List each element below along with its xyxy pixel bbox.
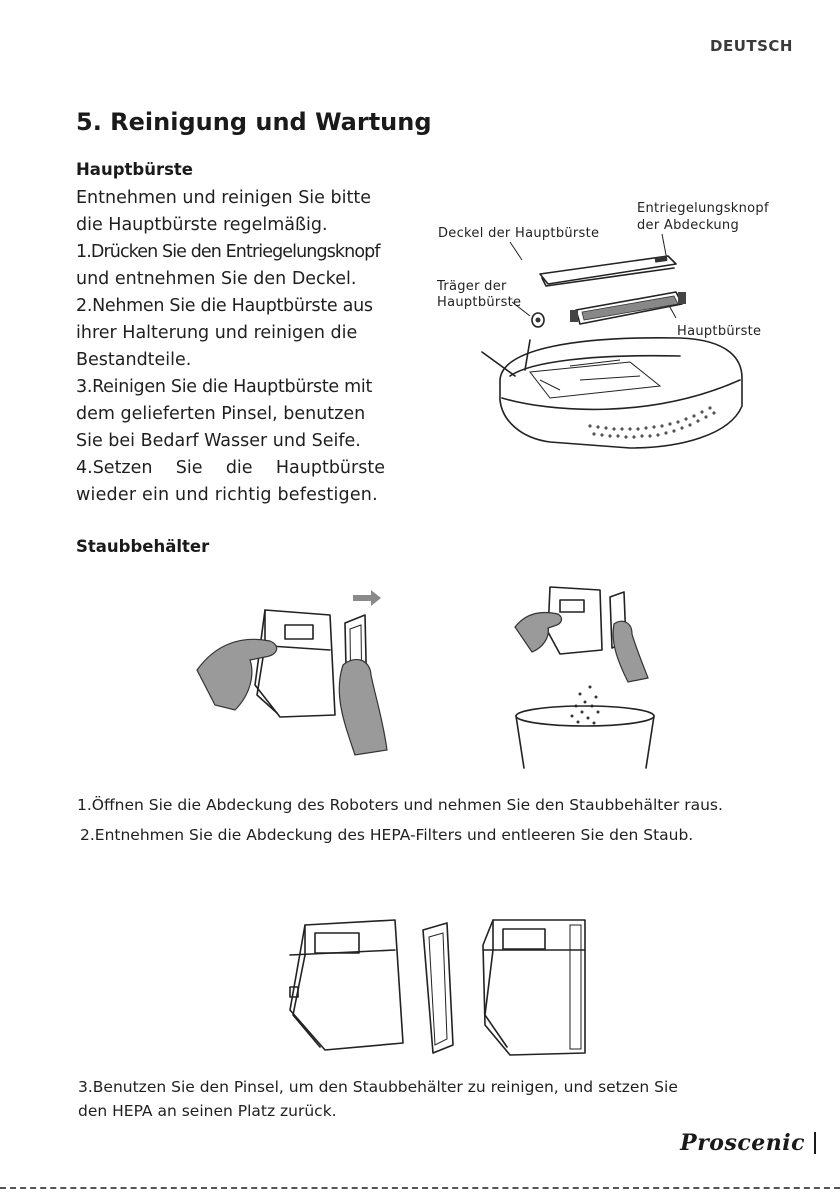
main-brush-line: 1.Drücken Sie den Entriegelungsknopf bbox=[76, 242, 380, 262]
label-main-brush: Hauptbürste bbox=[677, 324, 762, 339]
left-hand bbox=[515, 613, 561, 652]
dustbin-reassembly-illustration bbox=[285, 915, 605, 1065]
step4-word: Hauptbürste bbox=[275, 458, 385, 478]
label-brush-holder: Träger der bbox=[437, 279, 507, 294]
dustbin-body bbox=[255, 610, 335, 717]
dustbin-open bbox=[290, 920, 453, 1053]
main-brush-line: die Hauptbürste regelmäßig. bbox=[76, 215, 328, 235]
label-release-button: Entriegelungsknopf bbox=[637, 201, 769, 216]
label-brush-holder-2: Hauptbürste bbox=[437, 295, 522, 310]
dustbin-closed bbox=[483, 920, 585, 1055]
main-brush-line: Entnehmen und reinigen Sie bitte bbox=[76, 188, 371, 208]
brush-holder-part bbox=[532, 313, 544, 327]
main-brush-line: und entnehmen Sie den Deckel. bbox=[76, 269, 357, 289]
trash-bin bbox=[516, 706, 654, 768]
footer-divider bbox=[814, 1132, 816, 1154]
dustbin-step-3-line2: den HEPA an seinen Platz zurück. bbox=[78, 1102, 337, 1120]
robot-brush-illustration bbox=[430, 230, 750, 455]
hepa-filter bbox=[423, 923, 453, 1053]
page-bottom-edge bbox=[0, 1187, 840, 1189]
language-label: DEUTSCH bbox=[710, 37, 793, 55]
main-brush-line: wieder ein und richtig befestigen. bbox=[76, 485, 378, 505]
dustbin-heading: Staubbehälter bbox=[76, 537, 210, 556]
main-brush-line: 3.Reinigen Sie die Hauptbürste mit bbox=[76, 377, 372, 397]
robot-body bbox=[500, 338, 742, 448]
dustbin-emptying-illustration bbox=[510, 582, 660, 772]
dustbin-step-2: 2.Entnehmen Sie die Abdeckung des HEPA-Filters und entleeren Sie den Staub. bbox=[80, 826, 694, 844]
right-hand bbox=[613, 621, 648, 682]
brand-logo: Proscenic bbox=[680, 1130, 805, 1156]
step4-word: die bbox=[225, 458, 253, 478]
main-brush-line: 2.Nehmen Sie die Hauptbürste aus bbox=[76, 296, 373, 316]
dustbin-removal-illustration bbox=[195, 585, 390, 760]
right-hand bbox=[339, 660, 387, 755]
step4-word: Sie bbox=[175, 458, 203, 478]
step4-word: 4.Setzen bbox=[76, 458, 153, 478]
dust-particles bbox=[571, 686, 600, 725]
label-brush-cover: Deckel der Hauptbürste bbox=[438, 226, 600, 241]
dustbin-step-1: 1.Öffnen Sie die Abdeckung des Roboters und nehmen Sie den Staubbehälter raus. bbox=[77, 796, 723, 814]
main-brush-line: dem gelieferten Pinsel, benutzen bbox=[76, 404, 366, 424]
main-brush-line: Bestandteile. bbox=[76, 350, 192, 370]
main-brush-part bbox=[570, 292, 686, 324]
label-release-button-2: der Abdeckung bbox=[637, 218, 740, 233]
main-brush-step4-line bbox=[76, 458, 385, 478]
dustbin-step-3: 3.Benutzen Sie den Pinsel, um den Staubbehälter zu reinigen, und setzen Sie bbox=[78, 1078, 678, 1096]
brush-cover-part bbox=[540, 256, 676, 286]
main-brush-heading: Hauptbürste bbox=[76, 160, 193, 179]
main-brush-line: Sie bei Bedarf Wasser und Seife. bbox=[76, 431, 361, 451]
left-hand bbox=[197, 639, 277, 710]
main-brush-line: ihrer Halterung und reinigen die bbox=[76, 323, 358, 343]
section-title: 5. Reinigung und Wartung bbox=[76, 108, 432, 136]
